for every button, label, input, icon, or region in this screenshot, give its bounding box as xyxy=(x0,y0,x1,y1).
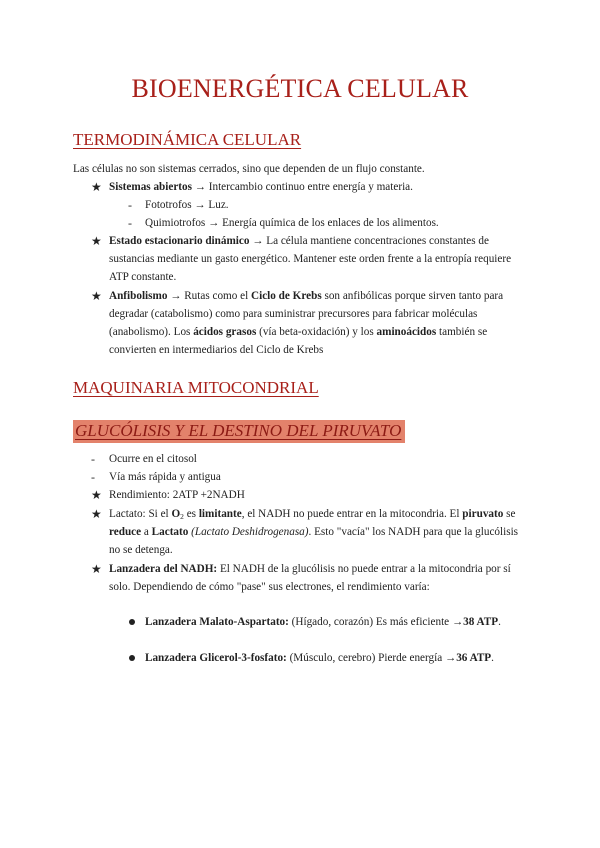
chemotrophs-term: Quimiotrofos xyxy=(145,217,206,229)
lactate-text: , el NADH no puede entrar en la mitocondria. El xyxy=(241,508,460,520)
period: . xyxy=(498,616,501,628)
amphibolism-line-1 xyxy=(109,287,503,305)
amphibolism-line-2: degradar (catabolismo) como para suministrar precursores para fabricar moléculas xyxy=(109,308,478,320)
highlighted-subheading xyxy=(73,420,405,443)
oxygen-symbol: O xyxy=(171,508,181,520)
steady-state-line-1 xyxy=(109,232,489,250)
dash-bullet: - xyxy=(91,452,95,466)
phototrophs-desc: Luz. xyxy=(208,199,229,211)
lactate-text: Lactato: Si el xyxy=(109,508,169,520)
amphibolism-line-4: convierten en intermediarios del Ciclo de Krebs xyxy=(109,344,324,356)
star-bullet: ★ xyxy=(91,289,102,303)
steady-state-term: Estado estacionario dinámico xyxy=(109,235,250,247)
chemotrophs-desc: Energía química de los enlaces de los alimentos. xyxy=(222,217,439,229)
arrow: → xyxy=(451,616,464,628)
phototrophs-term: Fototrofos xyxy=(145,199,192,211)
lactate-term: Lactato xyxy=(151,526,189,538)
oxygen-subscript: 2 xyxy=(180,512,184,521)
amphibolism-text: son anfibólicas porque sirven tanto para xyxy=(324,290,504,302)
krebs-term: Ciclo de Krebs xyxy=(251,290,322,302)
malate-aspartate-line xyxy=(145,613,501,631)
nadh-shuttle-term: Lanzadera del NADH: xyxy=(109,563,218,575)
fatty-acids-term: ácidos grasos xyxy=(193,326,257,338)
amphibolism-text: también se xyxy=(439,326,488,338)
amphibolism-line-3 xyxy=(109,323,487,341)
amphibolism-text: (anabolismo). Los xyxy=(109,326,191,338)
amino-acids-term: aminoácidos xyxy=(376,326,437,338)
amphibolism-text: (vía beta-oxidación) y los xyxy=(259,326,374,338)
lactate-text: es xyxy=(186,508,197,520)
lactate-text: . Esto "vacía" los NADH para que la glucólisis xyxy=(308,526,519,538)
open-systems-term: Sistemas abiertos xyxy=(109,181,192,193)
steady-state-line-3: ATP constante. xyxy=(109,271,177,283)
shuttle-line-2: solo. Dependiendo de cómo "pase" sus electrones, el rendimiento varía: xyxy=(109,581,430,593)
steady-state-line-2: sustancias mediante un gasto energético. Mantener este orden frente a la entropía requiere xyxy=(109,253,512,265)
arrow: → xyxy=(170,290,182,302)
section-heading-mitochondrial: MAQUINARIA MITOCONDRIAL xyxy=(73,378,319,397)
amphibolism-term: Anfibolismo xyxy=(109,290,168,302)
page-title: BIOENERGÉTICA CELULAR xyxy=(131,74,469,103)
open-systems-line xyxy=(109,178,413,196)
shuttle-text: El NADH de la glucólisis no puede entrar a la mitocondria por sí xyxy=(219,563,511,575)
period: . xyxy=(491,652,494,664)
lactate-line-2 xyxy=(109,523,518,541)
arrow: → xyxy=(208,217,220,229)
reduces-term: reduce xyxy=(109,526,142,538)
star-bullet: ★ xyxy=(91,180,102,194)
arrow: → xyxy=(194,181,206,193)
open-systems-desc: Intercambio continuo entre energía y materia. xyxy=(208,181,413,193)
amphibolism-text: Rutas como el xyxy=(184,290,249,302)
dash-bullet: - xyxy=(128,198,132,212)
lactate-line-3: no se detenga. xyxy=(109,544,173,556)
star-bullet: ★ xyxy=(91,488,102,502)
glyco-item-2: Vía más rápida y antigua xyxy=(109,471,221,483)
shuttle-line-1 xyxy=(109,560,511,578)
phototrophs-line xyxy=(145,196,229,214)
star-bullet: ★ xyxy=(91,562,102,576)
limiting-term: limitante xyxy=(198,508,242,520)
lactate-text: a xyxy=(143,526,149,538)
circle-bullet xyxy=(129,655,135,661)
section-heading-thermodynamics: TERMODINÁMICA CELULAR xyxy=(73,130,302,149)
dash-bullet: - xyxy=(91,470,95,484)
glyco-item-3: Rendimiento: 2ATP +2NADH xyxy=(109,489,245,501)
malate-aspartate-desc: (Hígado, corazón) Es más eficiente xyxy=(291,616,450,628)
glycerol-phosphate-yield: 36 ATP xyxy=(456,652,492,664)
star-bullet: ★ xyxy=(91,234,102,248)
dash-bullet: - xyxy=(128,216,132,230)
circle-bullet xyxy=(129,619,135,625)
steady-state-text: La célula mantiene concentraciones constantes de xyxy=(266,235,489,247)
lactate-text: se xyxy=(506,508,516,520)
glyco-item-1: Ocurre en el citosol xyxy=(109,453,197,465)
thermo-intro: Las células no son sistemas cerrados, sino que dependen de un flujo constante. xyxy=(73,163,425,175)
malate-aspartate-yield: 38 ATP xyxy=(463,616,499,628)
glycerol-phosphate-term: Lanzadera Glicerol-3-fosfato: xyxy=(145,652,287,664)
arrow: → xyxy=(445,652,457,664)
arrow: → xyxy=(194,199,206,211)
glycerol-phosphate-desc: (Músculo, cerebro) Pierde energía xyxy=(289,652,443,664)
arrow: → xyxy=(252,235,264,247)
glycerol-phosphate-line xyxy=(145,649,494,667)
pyruvate-term: piruvato xyxy=(462,508,504,520)
chemotrophs-line xyxy=(145,214,439,232)
enzyme-name: (Lactato Deshidrogenasa) xyxy=(191,526,309,538)
malate-aspartate-term: Lanzadera Malato-Aspartato: xyxy=(145,616,289,628)
subheading-glycolysis: GLUCÓLISIS Y EL DESTINO DEL PIRUVATO xyxy=(75,421,402,440)
star-bullet: ★ xyxy=(91,507,102,521)
